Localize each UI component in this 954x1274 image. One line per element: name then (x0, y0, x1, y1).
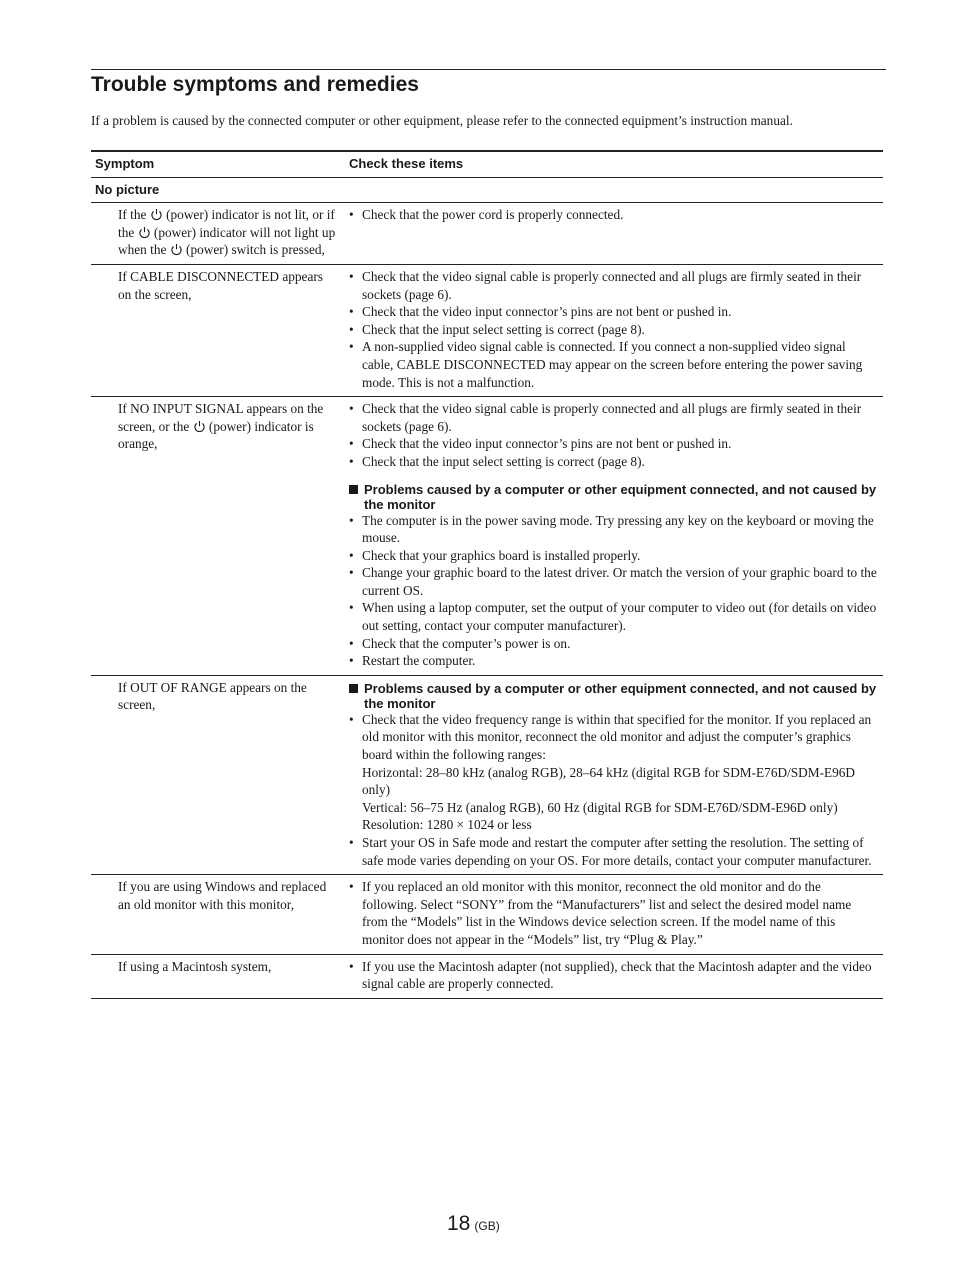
list-item: • Check that the input select setting is correct (page 8). (349, 453, 645, 469)
list-item: • A non-supplied video signal cable is connected. If you connect a non-supplied video signal cable, CABLE DISCONNECTED may appear on the screen before entering the power saving mode. This is not a malfunction. (349, 339, 863, 390)
trouble-table (91, 150, 883, 999)
bullet-icon: • (349, 835, 354, 850)
page-number (447, 1212, 500, 1236)
bullet-icon: • (349, 436, 354, 452)
table-row (91, 875, 883, 954)
list-item: • Check that the video frequency range is within that specified for the monitor. If you replaced an old monitor with this monitor, reconnect the old monitor and adjust the computer’s graphics board within the following ranges: Horizontal: 28–80 kHz (analog RGB), 28–64 kHz (digital RGB for SDM-E76D/SDM-E96D only) Vertical: 56–75 Hz (analog RGB), 60 Hz (digital RGB for SDM-E76D/SDM-E96D only) Resolution: 1280 × 1024 or less (349, 711, 872, 833)
spacer (349, 471, 879, 480)
list-item: • When using a laptop computer, set the output of your computer to video out (for details on video out setting, contact your computer manufacturer). (349, 600, 877, 634)
bullet-icon: • (349, 453, 354, 469)
symptom-cell: If you are using Windows and replaced an old monitor with this monitor, (91, 875, 345, 954)
symptom-text: If NO INPUT SIGNAL appears on the screen, or the (118, 401, 324, 434)
bullet-icon: • (349, 547, 354, 563)
power-icon (193, 420, 206, 433)
table-row (91, 203, 883, 265)
bullet-icon: • (349, 879, 354, 895)
bullet-icon: • (349, 512, 354, 528)
check-list (349, 206, 879, 224)
bullet-icon: • (349, 339, 354, 355)
bullet-icon: • (349, 711, 354, 727)
column-header-symptom: Symptom (91, 151, 345, 177)
section-heading: Problems caused by a computer or other equipment connected, and not caused by the monitor (349, 681, 879, 711)
check-list (349, 958, 879, 993)
table-row (91, 675, 883, 874)
check-list (349, 711, 879, 869)
symptom-cell (91, 397, 345, 676)
power-icon (138, 226, 151, 239)
list-item: • Restart the computer. (349, 653, 476, 669)
list-item: • Check that your graphics board is installed properly. (349, 547, 641, 563)
power-icon (170, 243, 183, 256)
bullet-icon: • (349, 321, 354, 337)
top-rule (91, 69, 886, 70)
power-icon (150, 208, 163, 221)
list-item: • Check that the video input connector’s pins are not bent or pushed in. (349, 304, 732, 320)
column-header-check: Check these items (345, 151, 883, 177)
bullet-icon: • (349, 958, 354, 974)
bullet-icon: • (349, 635, 354, 651)
table-header-row (91, 151, 883, 177)
check-cell (345, 203, 883, 265)
page-number-value: 18 (447, 1212, 471, 1235)
list-item: • Check that the video signal cable is properly connected and all plugs are firmly seated in their sockets (page 6). (349, 268, 862, 302)
check-cell (345, 264, 883, 396)
list-item: • Check that the input select setting is correct (page 8). (349, 321, 645, 337)
check-cell (345, 397, 883, 676)
list-item: • Check that the power cord is properly connected. (349, 207, 624, 223)
group-label-no-picture: No picture (91, 177, 883, 203)
symptom-cell: If using a Macintosh system, (91, 954, 345, 998)
symptom-text: (power) switch is pressed, (186, 242, 325, 258)
symptom-cell: If CABLE DISCONNECTED appears on the screen, (91, 264, 345, 396)
table-row (91, 954, 883, 998)
symptom-cell (91, 203, 345, 265)
check-cell (345, 875, 883, 954)
check-list (349, 268, 879, 391)
symptom-text: (power) indicator is orange, (118, 418, 314, 452)
symptom-cell: If OUT OF RANGE appears on the screen, (91, 675, 345, 874)
check-list (349, 512, 879, 670)
list-item: • If you use the Macintosh adapter (not supplied), check that the Macintosh adapter and the video signal cable are properly connected. (349, 958, 872, 992)
symptom-text: (power) indicator is not lit, or if the (118, 207, 335, 240)
bullet-icon: • (349, 653, 354, 669)
page-title: Trouble symptoms and remedies (91, 73, 419, 96)
check-cell (345, 675, 883, 874)
square-bullet-icon (349, 684, 358, 693)
table-row (91, 264, 883, 396)
symptom-text: (power) indicator will not light up when the (118, 224, 336, 258)
bullet-icon: • (349, 401, 354, 417)
bullet-icon: • (349, 268, 354, 284)
list-item: • If you replaced an old monitor with this monitor, reconnect the old monitor and do the following. Select “SONY” from the “Manufacturers” list and select the desired model name from the “Models” list in the Windows device selection screen. If the model name of this monitor does not appear in the “Models” list, try “Plug & Play.” (349, 879, 852, 947)
list-item: • Change your graphic board to the latest driver. Or match the version of your graphic board to the current OS. (349, 565, 877, 598)
square-bullet-icon (349, 485, 358, 494)
page-number-suffix: (GB) (474, 1219, 500, 1233)
bullet-icon: • (349, 565, 354, 581)
list-item: • Check that the video input connector’s pins are not bent or pushed in. (349, 436, 732, 452)
check-list (349, 878, 879, 948)
symptom-text: If the (118, 207, 147, 223)
group-row (91, 177, 883, 203)
intro-text: If a problem is caused by the connected computer or other equipment, please refer to the connected equipment’s instruction manual. (91, 113, 793, 128)
list-item: • Check that the computer’s power is on. (349, 635, 571, 651)
table-row (91, 397, 883, 676)
list-item: • Start your OS in Safe mode and restart the computer after setting the resolution. The setting of safe mode varies depending on your OS. For more details, contact your computer manufacturer. (349, 835, 872, 868)
list-item: • Check that the video signal cable is properly connected and all plugs are firmly seated in their sockets (page 6). (349, 401, 862, 434)
check-cell (345, 954, 883, 998)
list-item: • The computer is in the power saving mode. Try pressing any key on the keyboard or moving the mouse. (349, 512, 874, 546)
bullet-icon: • (349, 207, 354, 223)
check-list (349, 400, 879, 470)
section-heading: Problems caused by a computer or other equipment connected, and not caused by the monitor (349, 482, 879, 512)
bullet-icon: • (349, 304, 354, 320)
bullet-icon: • (349, 600, 354, 616)
